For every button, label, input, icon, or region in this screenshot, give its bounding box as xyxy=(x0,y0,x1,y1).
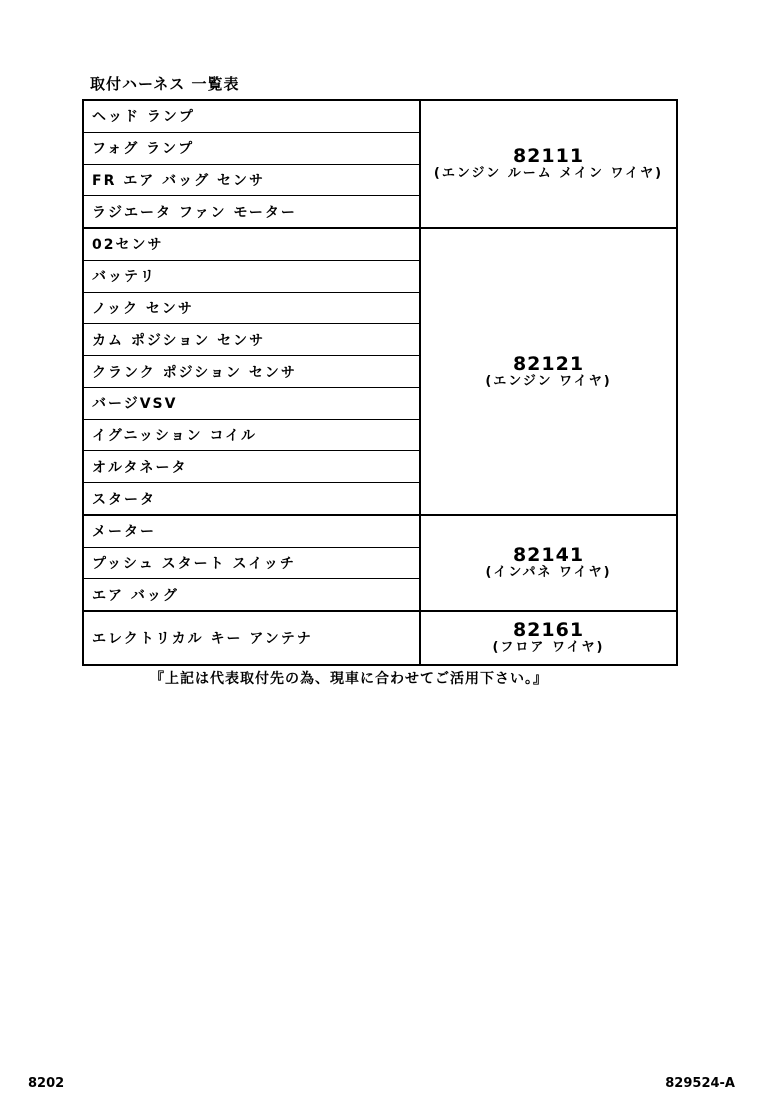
component-item: カム ポジション センサ xyxy=(84,324,419,356)
harness-code: 82161 xyxy=(512,619,585,641)
component-item: クランク ポジション センサ xyxy=(84,356,419,388)
document-code: 829524-A xyxy=(665,1076,735,1091)
page-title: 取付ハーネス 一覧表 xyxy=(90,75,240,93)
component-item: オルタネータ xyxy=(84,451,419,483)
component-list xyxy=(84,229,421,514)
harness-cell xyxy=(421,101,676,227)
component-list xyxy=(84,101,421,227)
component-item: FR エア バッグ センサ xyxy=(84,165,419,197)
component-item: ラジエータ ファン モーター xyxy=(92,204,297,221)
harness-code: 82111 xyxy=(512,145,585,167)
component-item: フォグ ランプ xyxy=(84,133,419,165)
harness-wire-name: (インパネ ワイヤ) xyxy=(485,565,612,580)
component-item: エレクトリカル キー アンテナ xyxy=(92,631,313,647)
component-item: バッテリ xyxy=(84,261,419,293)
harness-table xyxy=(82,99,678,666)
usage-note: 『上記は代表取付先の為、現車に合わせてご活用下さい。』 xyxy=(150,671,548,687)
page-number: 8202 xyxy=(28,1076,65,1091)
harness-code: 82141 xyxy=(512,544,585,566)
component-item: プッシュ スタート スイッチ xyxy=(84,548,419,580)
component-list xyxy=(84,612,421,664)
harness-code: 82121 xyxy=(512,352,585,375)
component-item: エア バッグ xyxy=(92,587,179,604)
component-item: メーター xyxy=(84,516,419,548)
component-item: スタータ xyxy=(92,491,156,508)
harness-cell xyxy=(421,229,676,514)
harness-group xyxy=(84,229,676,516)
harness-wire-name: (エンジン ワイヤ) xyxy=(485,373,612,389)
harness-wire-name: (エンジン ルーム メイン ワイヤ) xyxy=(433,166,664,181)
component-item: ヘッド ランプ xyxy=(84,101,419,133)
component-item: バージVSV xyxy=(84,388,419,420)
harness-group xyxy=(84,101,676,229)
component-item: ノック センサ xyxy=(84,293,419,325)
harness-cell xyxy=(421,516,676,610)
component-item: 02センサ xyxy=(84,229,419,261)
harness-group xyxy=(84,516,676,612)
harness-wire-name: (フロア ワイヤ) xyxy=(492,640,605,655)
harness-group xyxy=(84,612,676,664)
component-list xyxy=(84,516,421,610)
harness-cell xyxy=(421,612,676,664)
component-item: イグニッション コイル xyxy=(84,420,419,452)
